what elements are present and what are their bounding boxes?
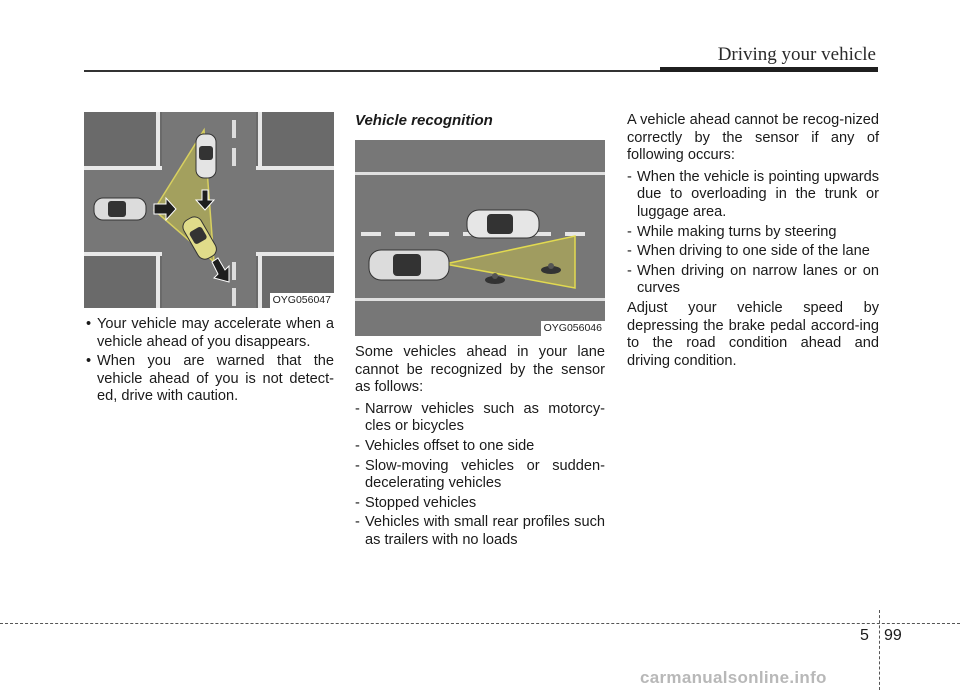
intro-paragraph: Some vehicles ahead in your lane cannot be recognized by the sensor as follows: (355, 344, 605, 396)
list-item: - When driving on narrow lanes or on curves (627, 263, 879, 298)
list-item: - Narrow vehicles such as motorcy-cles or bicycles (355, 401, 605, 436)
footer-rule (0, 623, 960, 624)
list-item: • When you are warned that the vehicle ahead of you is not detect-ed, drive with caution. (84, 353, 334, 406)
section-heading: Vehicle recognition (355, 112, 493, 129)
dash-list (627, 169, 879, 298)
list-item: - When driving to one side of the lane (627, 243, 879, 261)
bullet-list (84, 316, 334, 406)
header-title: Driving your vehicle (717, 44, 876, 65)
lane-figure (355, 140, 605, 336)
footer-divider (879, 610, 880, 690)
middle-column (355, 112, 605, 552)
chapter-number: 5 (860, 627, 869, 644)
watermark: carmanualsonline.info (640, 668, 827, 687)
figure-code: OYG056046 (541, 321, 605, 336)
page-number: 99 (884, 627, 902, 644)
intersection-illustration (84, 112, 334, 308)
figure-code: OYG056047 (270, 293, 334, 308)
right-column (627, 112, 879, 374)
dash-list (355, 401, 605, 550)
header-rule-thick (660, 67, 878, 72)
lane-illustration (355, 140, 605, 336)
list-item: • Your vehicle may accelerate when a vehicle ahead of you disappears. (84, 316, 334, 351)
left-column (84, 112, 334, 408)
list-item: - Vehicles with small rear profiles such as trailers with no loads (355, 514, 605, 549)
list-item: - While making turns by steering (627, 224, 879, 242)
closing-paragraph: Adjust your vehicle speed by depressing the brake pedal accord-ing to the road condition ahead and driving condition. (627, 299, 879, 369)
list-item: - Slow-moving vehicles or sudden-decelerating vehicles (355, 458, 605, 493)
intro-paragraph: A vehicle ahead cannot be recog-nized correctly by the sensor if any of following occurs: (627, 112, 879, 164)
intersection-figure (84, 112, 334, 308)
list-item: - When the vehicle is pointing upwards due to overloading in the trunk or luggage area. (627, 169, 879, 222)
list-item: - Vehicles offset to one side (355, 438, 605, 456)
list-item: - Stopped vehicles (355, 495, 605, 513)
header-rule (84, 70, 664, 72)
